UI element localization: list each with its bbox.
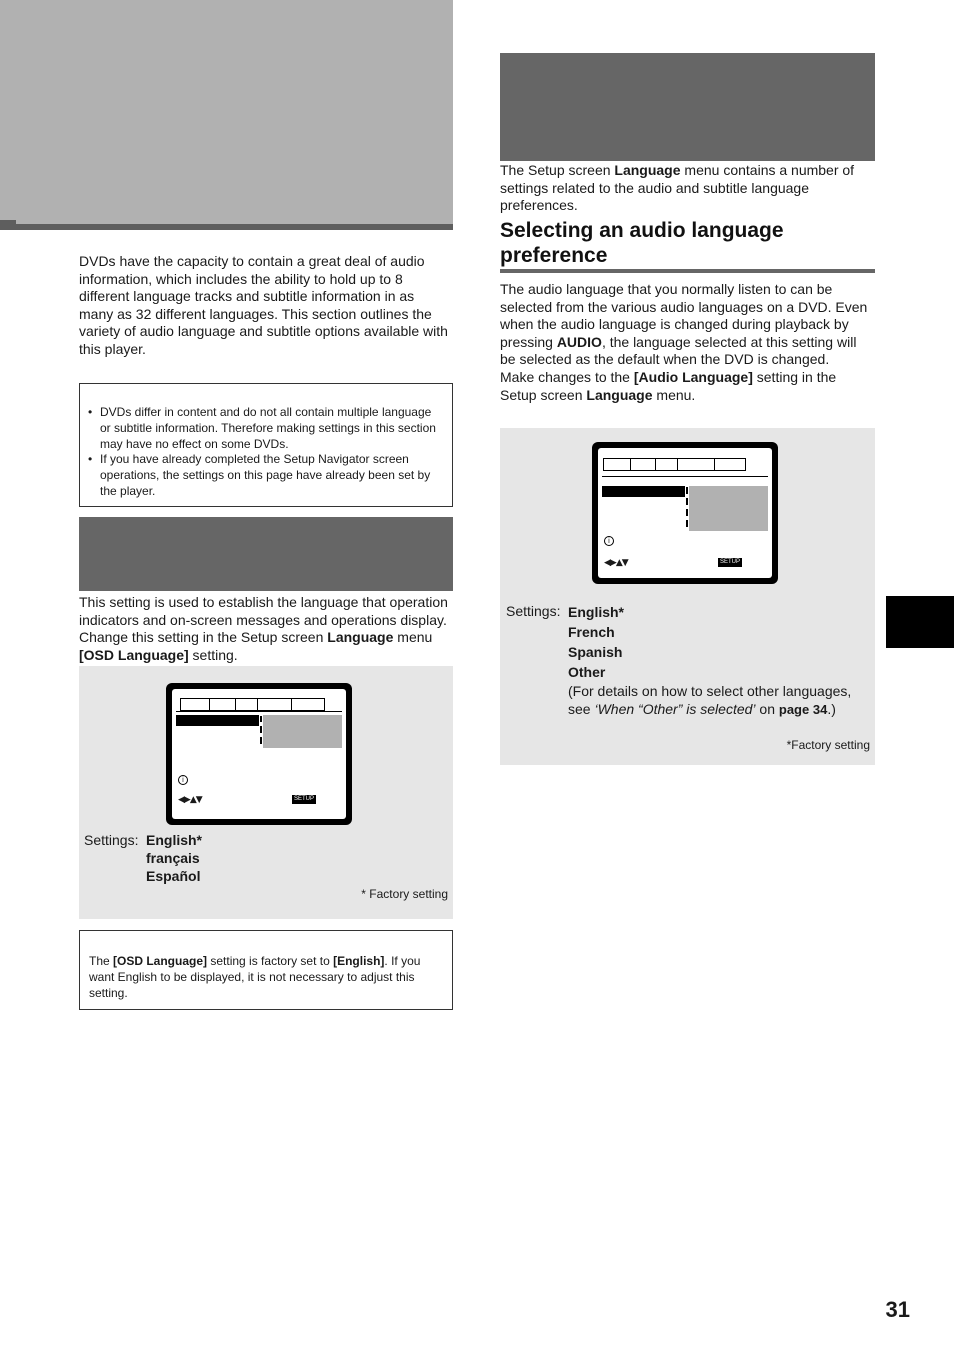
option-other: Other: [568, 664, 606, 680]
text: Make changes to the: [500, 368, 634, 385]
settings-options: [146, 831, 202, 885]
osd-heading-bar: [79, 517, 453, 591]
bold-text: AUDIO: [556, 333, 602, 350]
settings-options: [568, 602, 624, 682]
factory-setting-note: * Factory setting: [361, 887, 448, 901]
arrow-keys-icon: ◀▶▲▼: [178, 795, 202, 805]
settings-label: Settings:: [506, 603, 561, 619]
setup-badge: SETUP: [294, 796, 315, 802]
menu-tab-row: [180, 698, 325, 711]
selected-row-highlight: [176, 715, 259, 726]
selected-row-highlight: [602, 486, 685, 497]
text: menu contains a number of settings related to the audio and subtitle language preferences.: [500, 162, 855, 214]
option-espanol: Español: [146, 868, 201, 884]
option-box: [263, 715, 342, 748]
factory-setting-note: *Factory setting: [786, 738, 870, 752]
osd-note-text: [89, 954, 439, 1001]
header-rule: [0, 224, 453, 230]
option-marker: [260, 737, 262, 744]
osd-description: [79, 594, 451, 664]
section-header-bar: [500, 53, 875, 161]
osd-note-box: [79, 930, 453, 1010]
audio-section-heading: Selecting an audio language preference: [500, 219, 784, 267]
setup-screen: [598, 448, 772, 578]
bold-text: [Audio Language]: [633, 368, 753, 385]
text: . If you want English to be displayed, it is not necessary to adjust this setting.: [89, 954, 421, 1000]
text: This setting is used to establish the language that operation indicators and on-screen messages and operations display. Change this setting in the Setup screen: [79, 594, 448, 646]
text: The: [89, 954, 114, 968]
osd-settings-panel: [79, 666, 453, 919]
divider-line: [176, 711, 342, 712]
info-icon: i: [178, 775, 188, 785]
setup-screen: [172, 689, 346, 819]
language-menu-intro: [500, 162, 875, 215]
text: The audio language that you normally listen to can be selected from the various audio languages on a DVD. Even when the audio language is changed during playback by pressing: [500, 281, 868, 350]
text: setting.: [188, 646, 238, 663]
bold-text: Language: [614, 162, 681, 178]
bold-text: [OSD Language]: [79, 646, 189, 663]
arrow-keys-icon: ◀▶▲▼: [604, 558, 628, 568]
menu-tab-row: [603, 458, 746, 471]
option-spanish: Spanish: [568, 644, 623, 660]
intro-paragraph: DVDs have the capacity to contain a great deal of audio information, which includes the ability to hold up to 8 different language tracks and subtitle information in as many as 32 different languages. This section outlines the variety of audio language and subtitle options available with this player.: [79, 253, 448, 357]
note-item: • If you have already completed the Setup Navigator screen operations, the settings on this page have already been set by the player.: [88, 452, 442, 499]
option-marker: [686, 509, 688, 516]
text: setting in the Setup screen: [500, 368, 837, 403]
text: menu: [393, 629, 433, 646]
audio-settings-panel: [500, 428, 875, 765]
text: The Setup screen: [500, 162, 615, 178]
option-english: English*: [568, 604, 625, 620]
other-option-note: [568, 682, 870, 719]
text: setting is factory set to: [207, 954, 334, 968]
audio-description: [500, 281, 875, 404]
bold-text: Language: [327, 629, 394, 646]
notes-box: [79, 383, 453, 507]
tv-screen-illustration: [592, 442, 778, 584]
option-marker: [260, 726, 262, 733]
option-marker: [686, 520, 688, 527]
heading-underline: [500, 269, 875, 273]
text: .): [827, 701, 836, 717]
divider-line: [602, 476, 768, 477]
notes-list: [88, 405, 442, 500]
text: (For details on how to select other languages, see: [568, 683, 852, 717]
option-marker: [686, 487, 688, 494]
italic-text: ‘When “Other” is selected’: [594, 701, 756, 717]
setup-badge: SETUP: [720, 559, 741, 565]
note-item: • DVDs differ in content and do not all contain multiple language or subtitle information. Therefore making settings in this section may have no effect on some DVDs.: [88, 405, 442, 452]
bold-text: [OSD Language]: [113, 954, 208, 968]
text: menu.: [652, 386, 696, 403]
text: , the language selected at this setting will be selected as the default when the DVD is changed.: [500, 333, 857, 368]
settings-label: Settings:: [84, 832, 139, 848]
section-header-banner: [0, 0, 453, 224]
page-reference: page 34: [778, 702, 828, 717]
bold-text: [English]: [333, 954, 385, 968]
option-english: English*: [146, 832, 203, 848]
option-marker: [686, 498, 688, 505]
info-icon: i: [604, 536, 614, 546]
option-marker: [260, 716, 262, 722]
option-box: [689, 486, 768, 531]
bold-text: Language: [586, 386, 653, 403]
page-number: 31: [885, 1297, 910, 1322]
option-francais: français: [146, 850, 200, 866]
text: on: [755, 701, 779, 717]
chapter-side-tab: [886, 596, 954, 648]
tv-screen-illustration: [166, 683, 352, 825]
option-french: French: [568, 624, 615, 640]
